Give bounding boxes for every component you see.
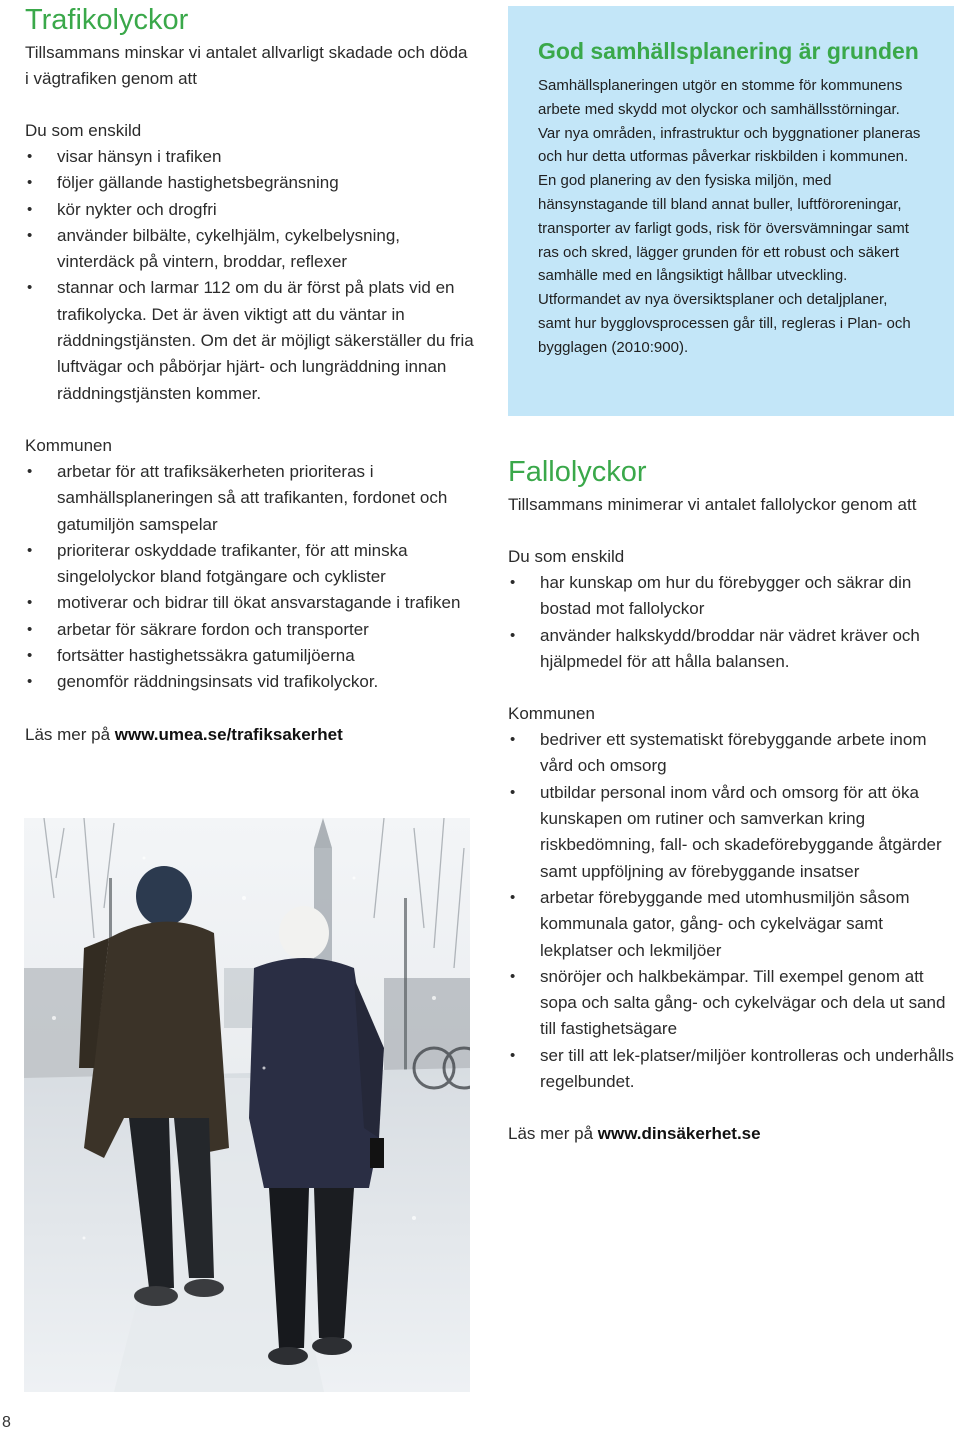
right-column <box>508 452 954 1147</box>
list-item: • arbetar för säkrare fordon och transporter <box>25 617 475 643</box>
list-item: • visar hänsyn i trafiken <box>25 144 475 170</box>
list-item: • genomför räddningsinsats vid trafikolyckor. <box>25 669 475 695</box>
municipality-list <box>25 459 475 696</box>
winter-walk-photo <box>24 818 470 1392</box>
list-item: • följer gällande hastighetsbegränsning <box>25 170 475 196</box>
section-title-fallolyckor: Fallolyckor <box>508 456 647 488</box>
box-text: Samhällsplaneringen utgör en stomme för kommunens arbete med skydd mot olyckor och samhällsstörningar. Var nya områden, infrastruktur och byggnationer planeras och hur detta utformas påverkar riskbilden i kommunen. En god planering av den fysiska miljön, med hänsynstagande till bland annat buller, luftföroreningar, transporter av farligt gods, risk för översvämningar samt ras och skred, lägger grunden för ett robust och säkert samhälle med en långsiktigt hållbar utveckling. Utformandet av nya översiktsplaner och detaljplaner, samt hur bygglovsprocessen går till, regleras i Plan- och bygglagen (2010:900). <box>538 77 921 356</box>
municipality-list <box>508 727 954 1095</box>
list-item: • snöröjer och halkbekämpar. Till exempel genom att sopa och salta gång- och cykelvägar och dela ut sand till fastighetsägare <box>508 964 954 1043</box>
municipality-heading: Kommunen <box>508 704 595 724</box>
individual-heading: Du som enskild <box>508 547 625 566</box>
left-column <box>25 0 475 748</box>
planning-info-box <box>508 6 954 416</box>
list-item: • använder bilbälte, cykelhjälm, cykelbelysning, vinterdäck på vintern, broddar, reflexer <box>25 223 475 276</box>
list-item: • arbetar för att trafiksäkerheten prioriteras i samhällsplaneringen så att trafikanten, fordonet och gatumiljön samspelar <box>25 459 475 538</box>
read-more <box>25 722 475 748</box>
page-number: 8 <box>2 1414 11 1431</box>
read-more-prefix: Läs mer på <box>25 724 115 744</box>
list-item: • stannar och larmar 112 om du är först på plats vid en trafikolycka. Det är även viktigt att du väntar in räddningstjänsten. Om det är möjligt säkerställer du fria luftvägar och påbörjar hjärt- och lungräddning innan räddningstjänsten kommer. <box>25 275 475 406</box>
section-title-trafikolyckor: Trafikolyckor <box>25 4 189 36</box>
list-item: • arbetar förebyggande med utomhusmiljön såsom kommunala gator, gång- och cykelvägar samt lekplatser och lekmiljöer <box>508 885 954 964</box>
individual-list <box>25 144 475 407</box>
read-more-link[interactable]: www.dinsäkerhet.se <box>597 1124 761 1144</box>
list-item: • ser till att lek-platser/miljöer kontrolleras och underhålls regelbundet. <box>508 1043 954 1096</box>
list-item: • prioriterar oskyddade trafikanter, för att minska singelolyckor bland fotgängare och cyklister <box>25 538 475 591</box>
list-item: • fortsätter hastighetssäkra gatumiljöerna <box>25 643 475 669</box>
read-more <box>508 1121 954 1147</box>
list-item: • har kunskap om hur du förebygger och säkrar din bostad mot fallolyckor <box>508 570 954 623</box>
list-item: • utbildar personal inom vård och omsorg för att öka kunskapen om rutiner och samverkan kring riskbedömning, fall- och skadeförebyggande åtgärder samt uppföljning av förebyggande insatser <box>508 780 954 885</box>
read-more-prefix: Läs mer på <box>508 1124 598 1144</box>
box-title: God samhällsplanering är grunden <box>538 38 919 64</box>
list-item: • använder halkskydd/broddar när vädret kräver och hjälpmedel för att hålla balansen. <box>508 623 954 676</box>
read-more-link[interactable]: www.umea.se/trafiksakerhet <box>114 724 343 744</box>
list-item: • bedriver ett systematiskt förebyggande arbete inom vård och omsorg <box>508 727 954 780</box>
individual-heading: Du som enskild <box>25 121 142 140</box>
intro-text: Tillsammans minskar vi antalet allvarligt skadade och döda i vägtrafiken genom att <box>25 43 468 88</box>
list-item: • kör nykter och drogfri <box>25 197 475 223</box>
individual-list <box>508 570 954 675</box>
list-item: • motiverar och bidrar till ökat ansvarstagande i trafiken <box>25 590 475 616</box>
municipality-heading: Kommunen <box>25 435 112 455</box>
intro-text: Tillsammans minimerar vi antalet fallolyckor genom att <box>508 495 917 514</box>
